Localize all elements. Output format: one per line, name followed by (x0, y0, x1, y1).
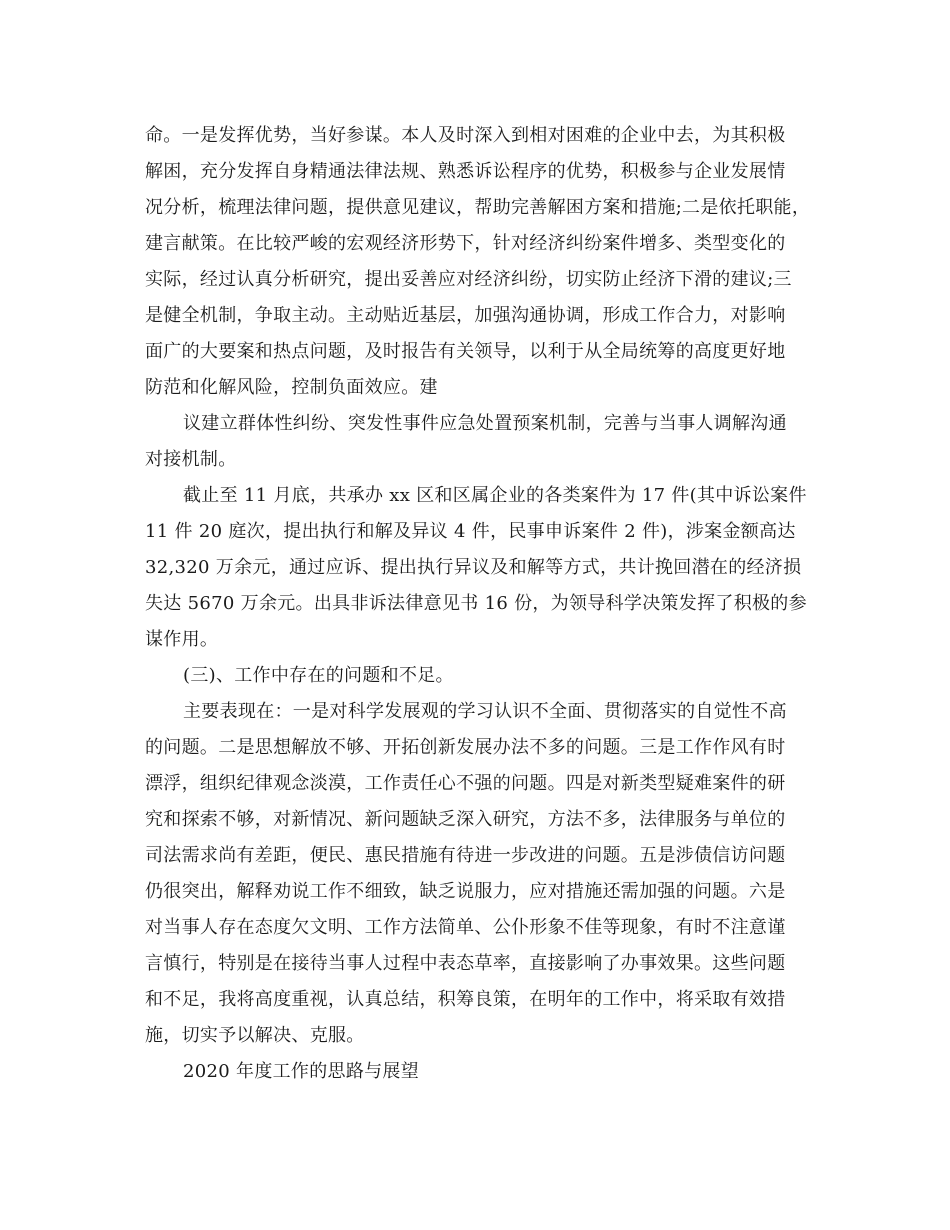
text-line: 对接机制。 (145, 449, 237, 470)
text-line: 漂浮，组织纪律观念淡漠，工作责任心不强的问题。四是对新类型疑难案件的研 (145, 773, 786, 794)
text-line: 言慎行，特别是在接待当事人过程中表态草率，直接影响了办事效果。这些问题 (145, 953, 786, 974)
text-line: 和不足，我将高度重视，认真总结，积筹良策，在明年的工作中，将采取有效措 (145, 989, 786, 1010)
text-line: 是健全机制，争取主动。主动贴近基层，加强沟通协调，形成工作合力，对影响 (145, 305, 786, 326)
text-line: 究和探索不够，对新情况、新问题缺乏深入研究，方法不多，法律服务与单位的 (145, 809, 786, 830)
text-line: 失达 5670 万余元。出具非诉法律意见书 16 份，为领导科学决策发挥了积极的参 (145, 593, 807, 614)
text-line: 解困，充分发挥自身精通法律法规、熟悉诉讼程序的优势，积极参与企业发展情 (145, 161, 786, 182)
section-heading: 2020 年度工作的思路与展望 (183, 1061, 420, 1082)
text-line: 仍很突出，解释劝说工作不细致，缺乏说服力，应对措施还需加强的问题。六是 (145, 881, 786, 902)
text-line: 11 件 20 庭次，提出执行和解及异议 4 件，民事申诉案件 2 件)，涉案金额高达 (145, 521, 796, 542)
text-line: 谋作用。 (145, 629, 219, 650)
text-line: 命。一是发挥优势，当好参谋。本人及时深入到相对困难的企业中去，为其积极 (145, 125, 786, 146)
text-line: 32,320 万余元，通过应诉、提出执行异议及和解等方式，共计挽回潜在的经济损 (145, 557, 802, 578)
text-line: 施，切实予以解决、克服。 (145, 1025, 365, 1046)
paragraph-first-line: 截止至 11 月底，共承办 xx 区和区属企业的各类案件为 17 件(其中诉讼案件 (183, 485, 807, 506)
text-line: 面广的大要案和热点问题，及时报告有关领导，以利于从全局统筹的高度更好地 (145, 341, 786, 362)
text-line: 司法需求尚有差距，便民、惠民措施有待进一步改进的问题。五是涉债信访问题 (145, 845, 786, 866)
text-line: 实际，经过认真分析研究，提出妥善应对经济纠纷，切实防止经济下滑的建议;三 (145, 269, 792, 290)
text-line: 况分析，梳理法律问题，提供意见建议，帮助完善解困方案和措施;二是依托职能， (145, 197, 811, 218)
document-body (145, 118, 835, 1090)
text-line: 防范和化解风险，控制负面效应。建 (145, 377, 438, 398)
section-heading: (三)、工作中存在的问题和不足。 (183, 665, 454, 686)
text-line: 对当事人存在态度欠文明、工作方法简单、公仆形象不佳等现象，有时不注意谨 (145, 917, 786, 938)
paragraph-first-line: 主要表现在：一是对科学发展观的学习认识不全面、贯彻落实的自觉性不高 (183, 701, 787, 722)
paragraph-first-line: 议建立群体性纠纷、突发性事件应急处置预案机制，完善与当事人调解沟通 (183, 413, 787, 434)
text-line: 的问题。二是思想解放不够、开拓创新发展办法不多的问题。三是工作作风有时 (145, 737, 786, 758)
text-line: 建言献策。在比较严峻的宏观经济形势下，针对经济纠纷案件增多、类型变化的 (145, 233, 786, 254)
